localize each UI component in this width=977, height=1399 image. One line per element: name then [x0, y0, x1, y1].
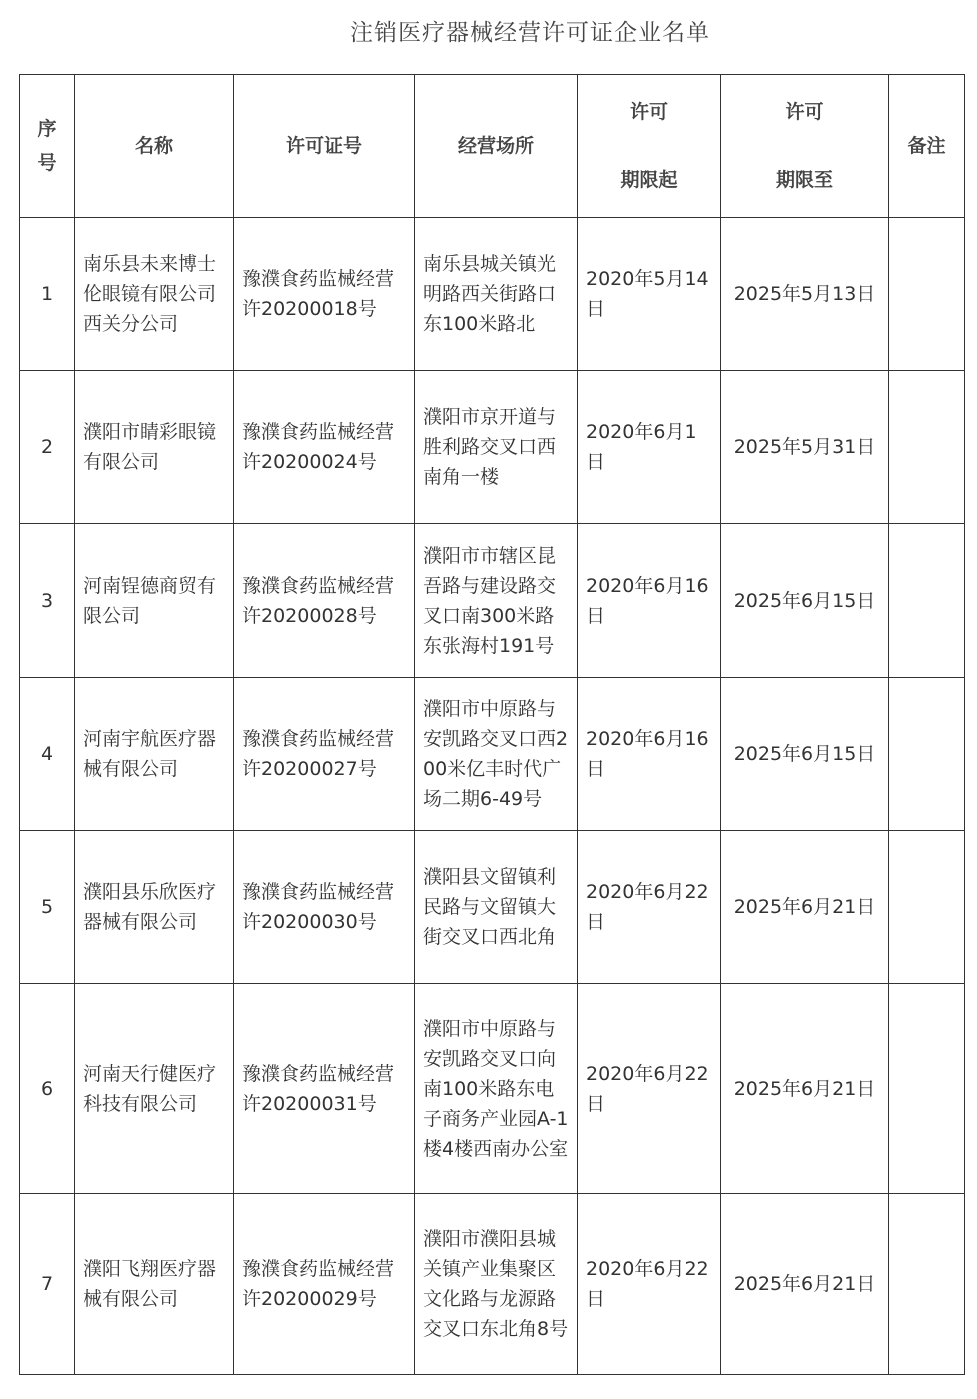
- valid-from: 2020年6月22日: [578, 831, 721, 984]
- business-location: 濮阳市中原路与安凯路交叉口向南100米路东电子商务产业园A-1楼4楼西南办公室: [415, 984, 578, 1194]
- remarks: [889, 371, 965, 524]
- company-name: 河南天行健医疗科技有限公司: [75, 984, 234, 1194]
- row-index: 5: [20, 831, 75, 984]
- license-number: 豫濮食药监械经营许20200031号: [234, 984, 415, 1194]
- table-row: [20, 678, 965, 831]
- remarks: [889, 1194, 965, 1375]
- row-index: 3: [20, 524, 75, 678]
- valid-to: 2025年5月31日: [721, 371, 889, 524]
- row-index: 1: [20, 218, 75, 371]
- license-number: 豫濮食药监械经营许20200030号: [234, 831, 415, 984]
- header-valid-to: [721, 75, 889, 218]
- table-row: [20, 984, 965, 1194]
- header-license-no: 许可证号: [234, 75, 415, 218]
- business-location: 濮阳市中原路与安凯路交叉口西200米亿丰时代广场二期6-49号: [415, 678, 578, 831]
- valid-to: 2025年6月21日: [721, 831, 889, 984]
- header-valid-to-line2: 期限至: [775, 169, 833, 191]
- header-valid-from: [578, 75, 721, 218]
- header-index-line2: 号: [37, 152, 57, 174]
- header-name: 名称: [75, 75, 234, 218]
- license-number: 豫濮食药监械经营许20200027号: [234, 678, 415, 831]
- row-index: 6: [20, 984, 75, 1194]
- valid-from: 2020年6月1日: [578, 371, 721, 524]
- remarks: [889, 831, 965, 984]
- table-row: [20, 831, 965, 984]
- table-row: [20, 1194, 965, 1375]
- valid-from: 2020年6月16日: [578, 524, 721, 678]
- header-remarks: 备注: [889, 75, 965, 218]
- row-index: 2: [20, 371, 75, 524]
- business-location: 南乐县城关镇光明路西关街路口东100米路北: [415, 218, 578, 371]
- row-index: 4: [20, 678, 75, 831]
- valid-from: 2020年6月22日: [578, 1194, 721, 1375]
- company-name: 濮阳飞翔医疗器械有限公司: [75, 1194, 234, 1375]
- valid-to: 2025年6月21日: [721, 984, 889, 1194]
- remarks: [889, 678, 965, 831]
- license-number: 豫濮食药监械经营许20200029号: [234, 1194, 415, 1375]
- business-location: 濮阳县文留镇利民路与文留镇大街交叉口西北角: [415, 831, 578, 984]
- license-table: [19, 74, 965, 1375]
- business-location: 濮阳市市辖区昆吾路与建设路交叉口南300米路东张海村191号: [415, 524, 578, 678]
- company-name: 濮阳市睛彩眼镜有限公司: [75, 371, 234, 524]
- header-valid-to-line1: 许可: [785, 101, 824, 123]
- valid-from: 2020年6月22日: [578, 984, 721, 1194]
- company-name: 河南锃德商贸有限公司: [75, 524, 234, 678]
- header-valid-from-line2: 期限起: [620, 169, 678, 191]
- header-index: [20, 75, 75, 218]
- valid-to: 2025年5月13日: [721, 218, 889, 371]
- table-row: [20, 218, 965, 371]
- row-index: 7: [20, 1194, 75, 1375]
- license-number: 豫濮食药监械经营许20200028号: [234, 524, 415, 678]
- business-location: 濮阳市京开道与胜利路交叉口西南角一楼: [415, 371, 578, 524]
- valid-from: 2020年6月16日: [578, 678, 721, 831]
- page-title: 注销医疗器械经营许可证企业名单: [350, 20, 710, 46]
- remarks: [889, 524, 965, 678]
- valid-to: 2025年6月15日: [721, 678, 889, 831]
- company-name: 南乐县未来博士伦眼镜有限公司西关分公司: [75, 218, 234, 371]
- valid-to: 2025年6月15日: [721, 524, 889, 678]
- valid-to: 2025年6月21日: [721, 1194, 889, 1375]
- table-row: [20, 524, 965, 678]
- header-valid-from-line1: 许可: [629, 101, 668, 123]
- header-index-line1: 序: [37, 118, 57, 140]
- business-location: 濮阳市濮阳县城关镇产业集聚区文化路与龙源路交叉口东北角8号: [415, 1194, 578, 1375]
- license-number: 豫濮食药监械经营许20200024号: [234, 371, 415, 524]
- license-number: 豫濮食药监械经营许20200018号: [234, 218, 415, 371]
- header-row: [20, 75, 965, 218]
- remarks: [889, 984, 965, 1194]
- company-name: 河南宇航医疗器械有限公司: [75, 678, 234, 831]
- remarks: [889, 218, 965, 371]
- company-name: 濮阳县乐欣医疗器械有限公司: [75, 831, 234, 984]
- valid-from: 2020年5月14日: [578, 218, 721, 371]
- header-location: 经营场所: [415, 75, 578, 218]
- table-row: [20, 371, 965, 524]
